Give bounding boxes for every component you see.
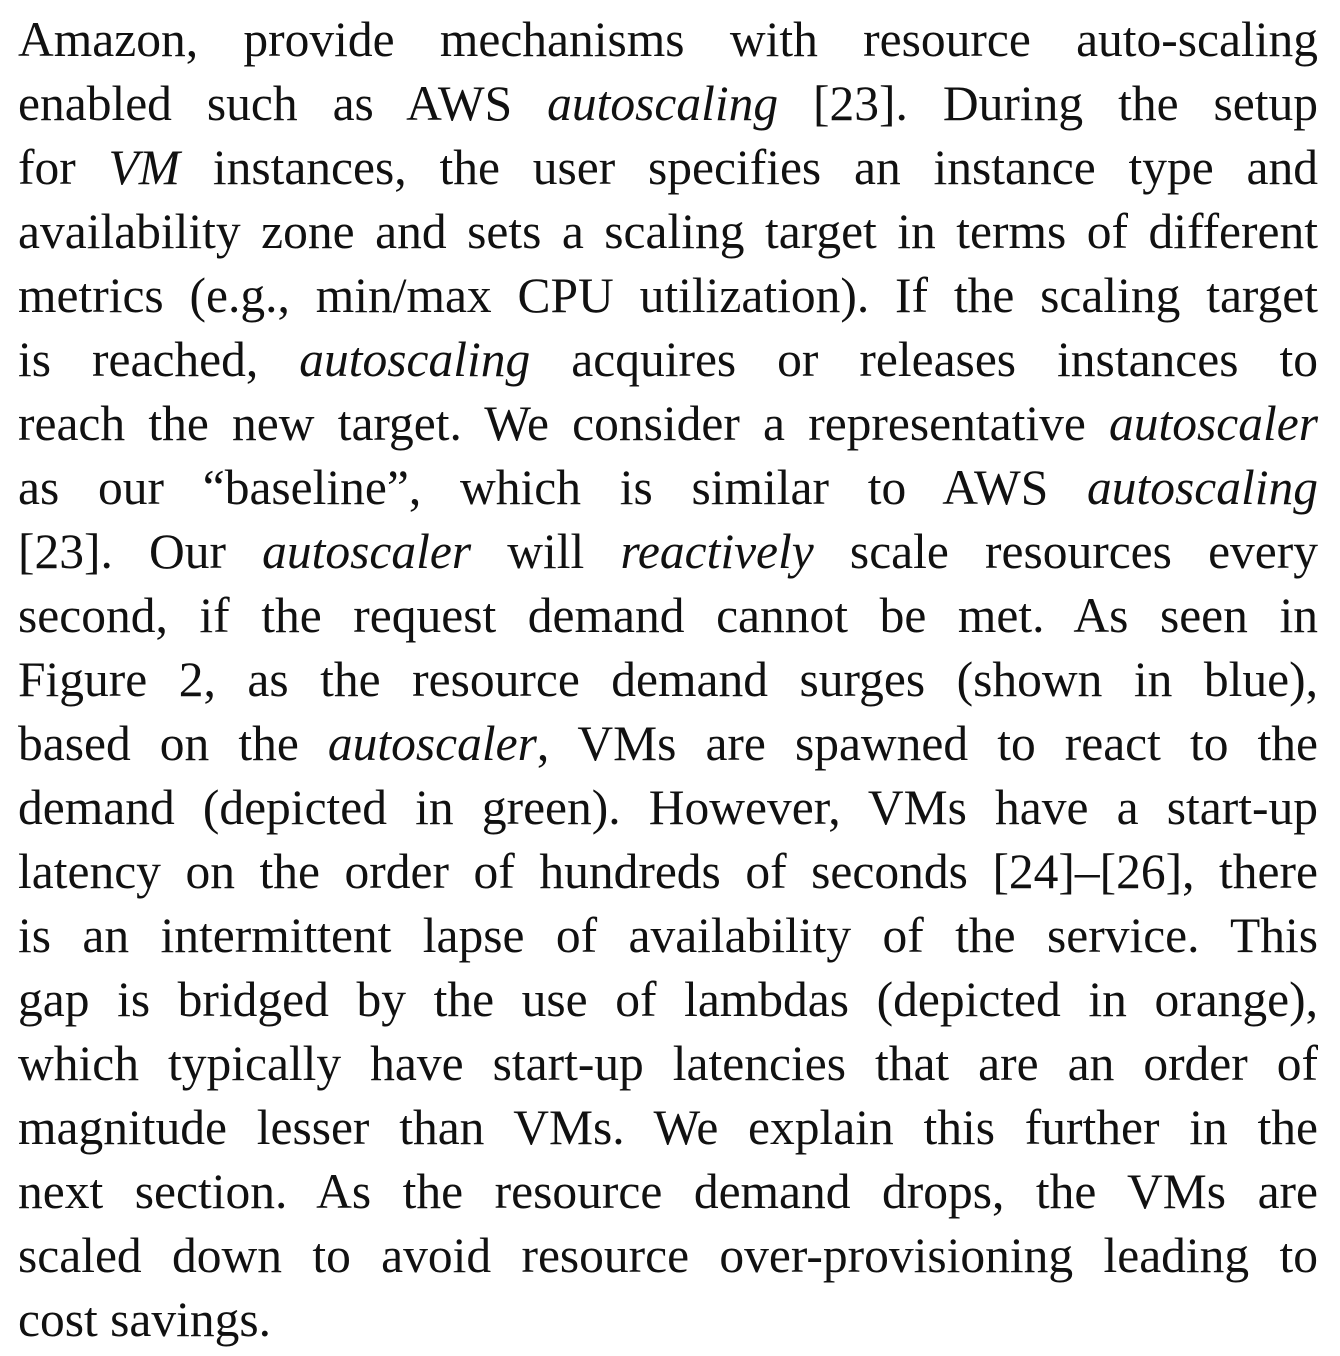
text-run: for bbox=[18, 140, 109, 195]
text-run: will bbox=[471, 524, 621, 579]
text-run: as our “baseline”, which is similar to AWS bbox=[18, 460, 1087, 515]
text-line bbox=[18, 1160, 1318, 1224]
text-run: acquires or releases instances to bbox=[530, 332, 1318, 387]
text-line bbox=[18, 136, 1318, 200]
text-run: [23]. During the setup bbox=[778, 76, 1318, 131]
text-run: which typically have start-up latencies that are an order of bbox=[18, 1036, 1318, 1091]
text-run: availability zone and sets a scaling target in terms of different bbox=[18, 204, 1318, 259]
text-run: second, if the request demand cannot be met. As seen in bbox=[18, 588, 1318, 643]
text-run: reach the new target. We consider a representative bbox=[18, 396, 1110, 451]
text-line bbox=[18, 72, 1318, 136]
text-line bbox=[18, 456, 1318, 520]
text-line bbox=[18, 392, 1318, 456]
text-line bbox=[18, 968, 1318, 1032]
body-paragraph bbox=[18, 8, 1318, 1352]
text-run: next section. As the resource demand drops, the VMs are bbox=[18, 1164, 1318, 1219]
italic-term: autoscaling bbox=[1087, 460, 1318, 515]
text-run: scaled down to avoid resource over-provisioning leading to bbox=[18, 1228, 1318, 1283]
text-line bbox=[18, 1288, 1318, 1352]
text-run: is reached, bbox=[18, 332, 300, 387]
text-line bbox=[18, 584, 1318, 648]
italic-term: VM bbox=[108, 140, 181, 195]
text-run: Figure 2, as the resource demand surges (shown in blue), bbox=[18, 652, 1318, 707]
text-run: cost savings. bbox=[18, 1292, 271, 1347]
italic-term: autoscaling bbox=[547, 76, 779, 131]
text-run: gap is bridged by the use of lambdas (depicted in orange), bbox=[18, 972, 1318, 1027]
text-run: is an intermittent lapse of availability of the service. This bbox=[18, 908, 1318, 963]
text-line bbox=[18, 200, 1318, 264]
text-line bbox=[18, 264, 1318, 328]
text-run: metrics (e.g., min/max CPU utilization). If the scaling target bbox=[18, 268, 1318, 323]
text-run: magnitude lesser than VMs. We explain this further in the bbox=[18, 1100, 1318, 1155]
text-line bbox=[18, 904, 1318, 968]
text-line bbox=[18, 8, 1318, 72]
text-line bbox=[18, 1096, 1318, 1160]
text-run: demand (depicted in green). However, VMs have a start-up bbox=[18, 780, 1318, 835]
text-run: [23]. Our bbox=[18, 524, 263, 579]
text-run: Amazon, provide mechanisms with resource auto-scaling bbox=[18, 12, 1318, 67]
text-line bbox=[18, 1032, 1318, 1096]
text-line bbox=[18, 1224, 1318, 1288]
italic-term: autoscaler bbox=[327, 716, 537, 771]
text-run: latency on the order of hundreds of seconds [24]–[26], there bbox=[18, 844, 1318, 899]
text-line bbox=[18, 712, 1318, 776]
text-line bbox=[18, 776, 1318, 840]
text-run: enabled such as AWS bbox=[18, 76, 548, 131]
italic-term: autoscaling bbox=[299, 332, 531, 387]
text-run: instances, the user specifies an instance type and bbox=[180, 140, 1319, 195]
text-run: scale resources every bbox=[813, 524, 1318, 579]
text-line bbox=[18, 840, 1318, 904]
italic-term: autoscaler bbox=[1109, 396, 1318, 451]
text-run: based on the bbox=[18, 716, 328, 771]
text-line bbox=[18, 648, 1318, 712]
text-line bbox=[18, 328, 1318, 392]
italic-term: reactively bbox=[620, 524, 814, 579]
italic-term: autoscaler bbox=[262, 524, 472, 579]
text-run: , VMs are spawned to react to the bbox=[536, 716, 1318, 771]
text-line bbox=[18, 520, 1318, 584]
